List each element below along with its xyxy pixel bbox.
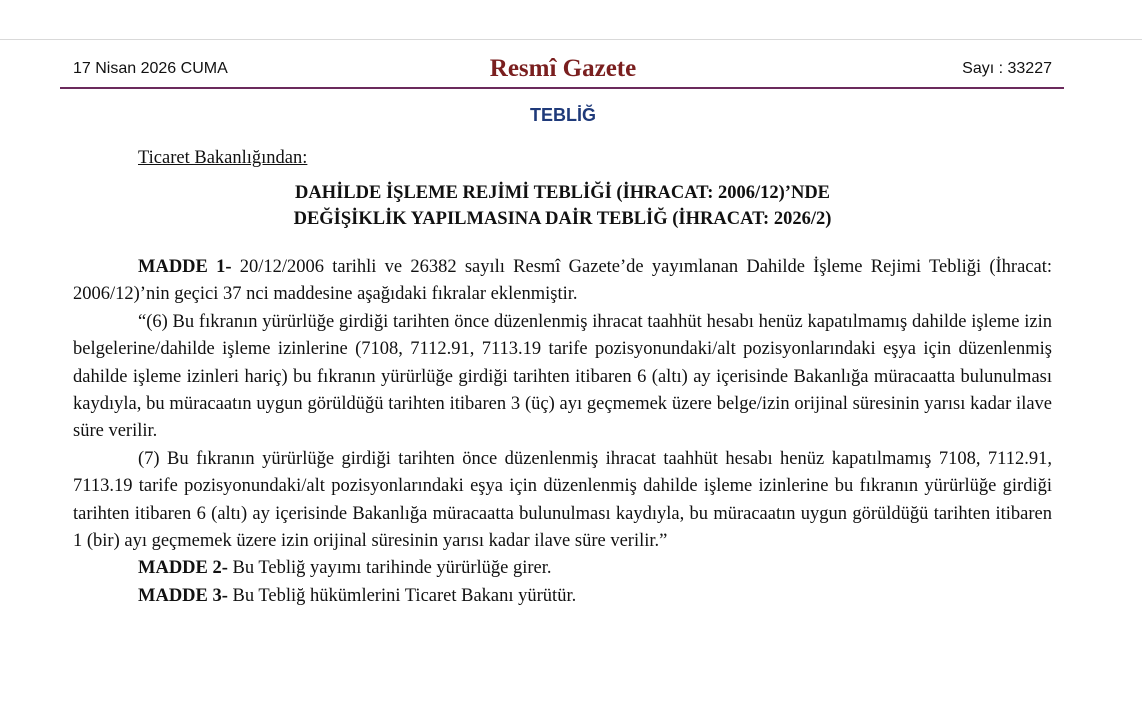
article-1 bbox=[73, 254, 1052, 309]
article-1-text: 20/12/2006 tarihli ve 26382 sayılı Resmî Gazete’de yayımlanan Dahilde İşleme Rejimi Tebliği (İhracat: 2006/12)’nin geçici 37 nci maddesine aşağıdaki fıkralar eklenmiştir. bbox=[73, 257, 1052, 305]
section-heading: TEBLİĞ bbox=[530, 105, 596, 125]
article-2 bbox=[73, 555, 1052, 582]
issuing-ministry: Ticaret Bakanlığından: bbox=[138, 148, 308, 168]
header-date: 17 Nisan 2026 CUMA bbox=[73, 60, 228, 77]
document-body bbox=[73, 145, 1052, 610]
clause-7: (7) Bu fıkranın yürürlüğe girdiği tarihten önce düzenlenmiş ihracat taahhüt hesabı henüz kapatılmamış 7108, 7112.91, 7113.19 tarife pozisyonundaki/alt pozisyonlarındaki eşya için düzenlenmiş dahilde işleme izinlerine bu fıkranın yürürlüğe girdiği tarihten itibaren 6 (altı) ay içerisinde Bakanlığa müracaatta bulunulması kaydıyla, bu müracaatın uygun görüldüğü tarihten itibaren 1 (bir) ayı geçmemek üzere izin orijinal süresinin yarısı kadar ilave süre verilir.” bbox=[73, 448, 1052, 552]
articles bbox=[73, 254, 1052, 610]
regulation-title bbox=[73, 180, 1052, 232]
article-2-text: Bu Tebliğ yayımı tarihinde yürürlüğe girer. bbox=[227, 558, 552, 579]
article-3-label: MADDE 3- bbox=[138, 585, 228, 606]
clause-6: “(6) Bu fıkranın yürürlüğe girdiği tarihten önce düzenlenmiş ihracat taahhüt hesabı henüz kapatılmamış dahilde işleme izin belgelerine/dahilde işleme izinlerine (7108, 7112.91, 7113.19 tarife pozisyonundaki/alt pozisyonlarındaki eşya için düzenlenmiş dahilde işleme izinleri hariç) bu fıkranın yürürlüğe girdiği tarihten itibaren 6 (altı) ay içerisinde Bakanlığa müracaatta bulunulması kaydıyla, bu müracaatın uygun görüldüğü tarihten itibaren 3 (üç) ayı geçmemek üzere belge/izin orijinal süresinin yarısı kadar ilave süre verilir. bbox=[73, 311, 1052, 442]
article-2-label: MADDE 2- bbox=[138, 558, 228, 579]
gazette-title: Resmî Gazete bbox=[489, 55, 637, 82]
issue-number: Sayı : 33227 bbox=[962, 60, 1052, 77]
article-1-label: MADDE 1- bbox=[138, 257, 232, 277]
article-3 bbox=[73, 583, 1052, 610]
regulation-title-line-2: DEĞİŞİKLİK YAPILMASINA DAİR TEBLİĞ (İHRACAT: 2026/2) bbox=[293, 209, 832, 229]
regulation-title-line-1: DAHİLDE İŞLEME REJİMİ TEBLİĞİ (İHRACAT: 2006/12)’NDE bbox=[294, 183, 831, 203]
header-divider bbox=[60, 87, 1064, 89]
article-3-text: Bu Tebliğ hükümlerini Ticaret Bakanı yürütür. bbox=[227, 585, 577, 606]
top-divider bbox=[0, 39, 1142, 40]
